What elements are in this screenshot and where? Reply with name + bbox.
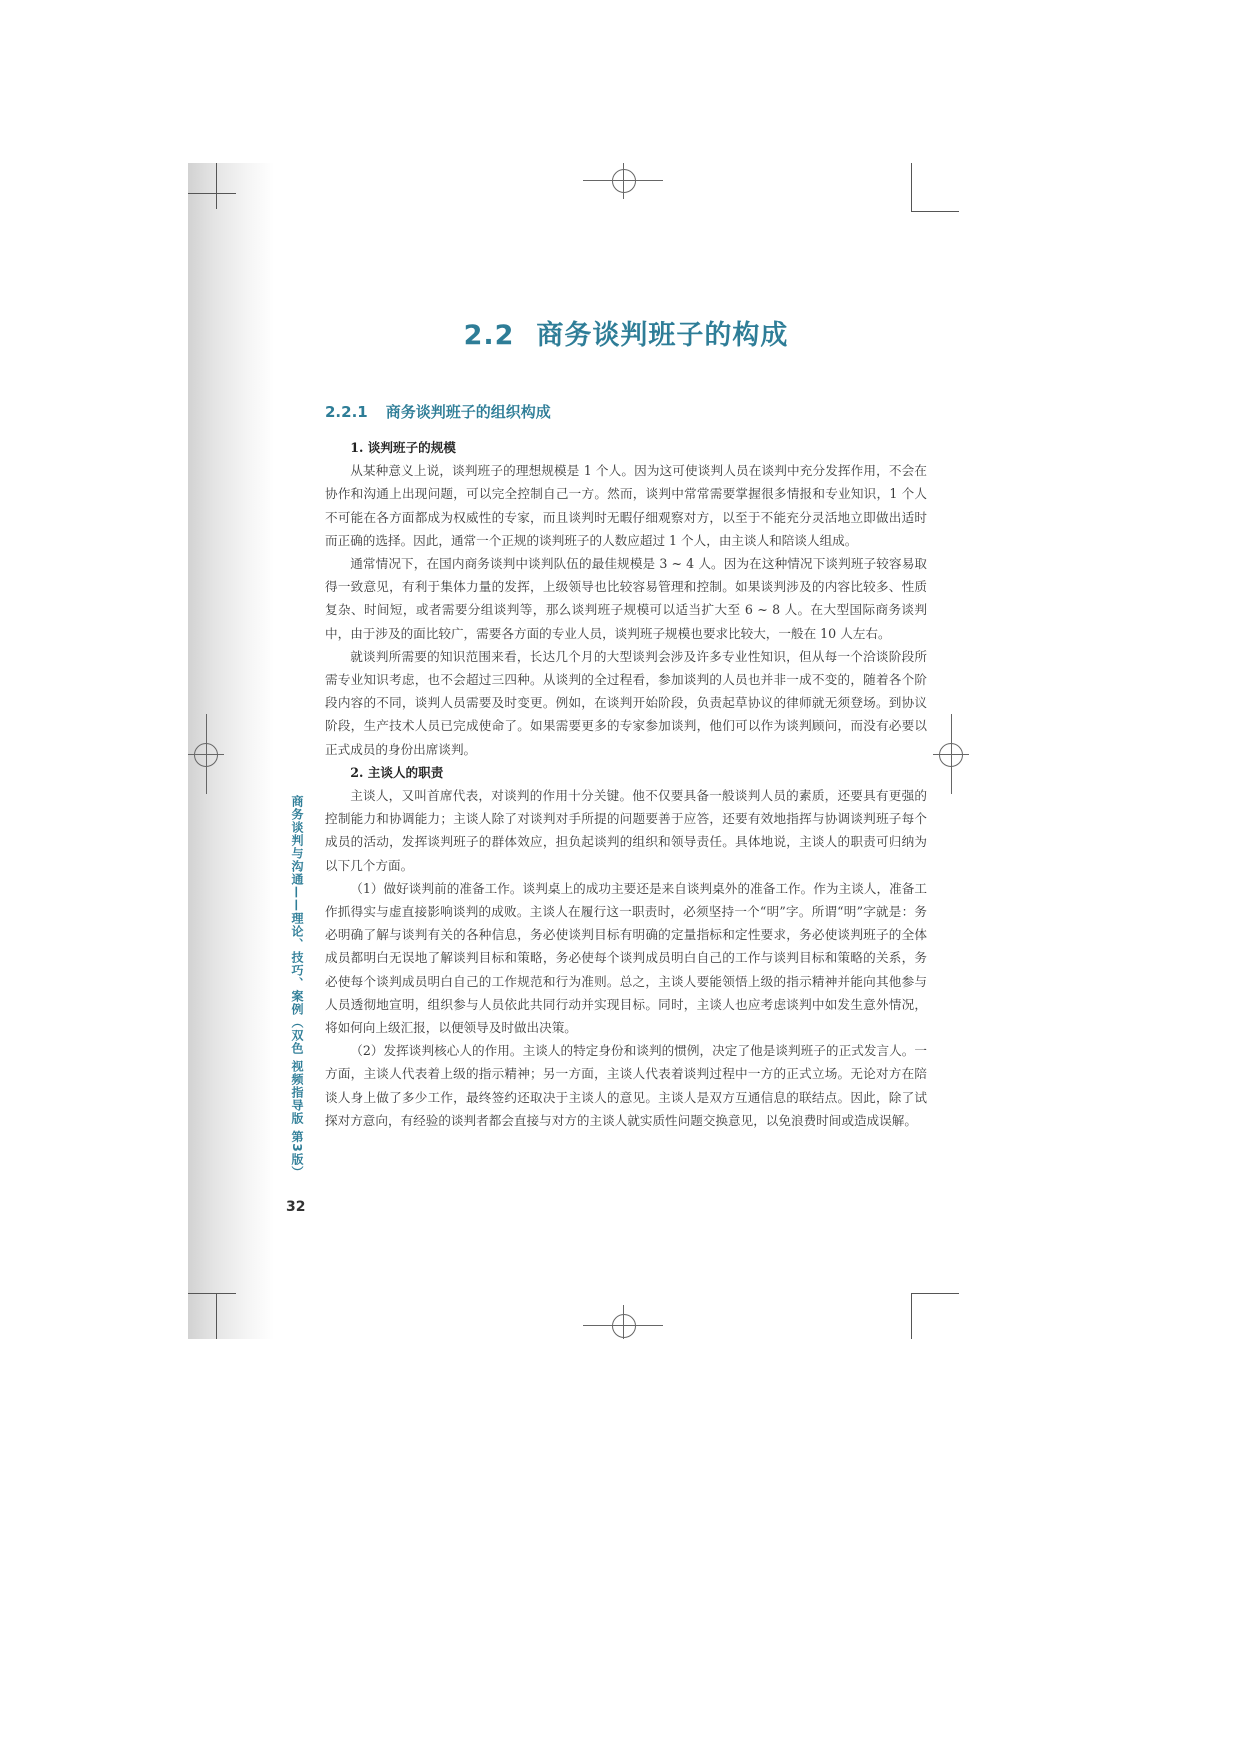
crop-mark-bottom-left-v — [216, 1293, 217, 1339]
chapter-title-text: 商务谈判班子的构成 — [536, 320, 789, 351]
paragraph: （1）做好谈判前的准备工作。谈判桌上的成功主要还是来自谈判桌外的准备工作。作为主谈人，准备工作抓得实与虚直接影响谈判的成败。主谈人在履行这一职责时，必须坚持一个“明”字。所谓“明”字就是：务必明确了解与谈判有关的各种信息，务必使谈判目标有明确的定量指标和定性要求，务必使谈判班子的全体成员都明白无误地了解谈判目标和策略，务必使每个谈判成员明白自己的工作与谈判目标和策略的关系，务必使每个谈判成员明白自己的工作规范和行为准则。总之，主谈人要能领悟上级的指示精神并能向其他参与人员透彻地宣明，组织参与人员依此共同行动并实现目标。同时，主谈人也应考虑谈判中如发生意外情况，将如何向上级汇报，以便领导及时做出决策。 — [325, 880, 927, 1036]
crop-mark-top-right-h — [911, 211, 959, 212]
section-title-text: 商务谈判班子的组织构成 — [385, 403, 551, 421]
running-book-title: 商务谈判与沟通——理论、技巧、案例（双色 视频指导版 第3版） — [290, 795, 304, 1179]
subsection-heading: 2. 主谈人的职责 — [350, 764, 444, 780]
paragraph: 从某种意义上说，谈判班子的理想规模是 1 个人。因为这可使谈判人员在谈判中充分发挥作用，不会在协作和沟通上出现问题，可以完全控制自己一方。然而，谈判中常常需要掌握很多情报和专业知识，1 个人不可能在各方面都成为权威性的专家，而且谈判时无暇仔细观察对方，以至于不能充分灵活地立即做出适时而正确的选择。因此，通常一个正规的谈判班子的人数应超过 1 个人，由主谈人和陪谈人组成。 — [325, 463, 927, 548]
subsection-heading: 1. 谈判班子的规模 — [350, 440, 456, 455]
paragraph: 就谈判所需要的知识范围来看，长达几个月的大型谈判会涉及许多专业性知识，但从每一个洽谈阶段所需专业知识考虑，也不会超过三四种。从谈判的全过程看，参加谈判的人员也并非一成不变的，随着各个阶段内容的不同，谈判人员需要及时变更。例如，在谈判开始阶段，负责起草协议的律师就无须登场。到协议阶段，生产技术人员已完成使命了。如果需要更多的专家参加谈判，他们可以作为谈判顾问，而没有必要以正式成员的身份出席谈判。 — [325, 648, 927, 757]
paragraph: 主谈人，又叫首席代表，对谈判的作用十分关键。他不仅要具备一般谈判人员的素质，还要具有更强的控制能力和协调能力；主谈人除了对谈判对手所提的问题要善于应答，还要有效地指挥与协调谈判班子每个成员的活动，发挥谈判班子的群体效应，担负起谈判的组织和领导责任。具体地说，主谈人的职责可归纳为以下几个方面。 — [325, 788, 927, 873]
registration-mark-top-circle — [612, 169, 636, 193]
crop-mark-bottom-left — [188, 1293, 236, 1294]
registration-mark-left-circle — [194, 743, 218, 767]
page-number: 32 — [286, 1199, 306, 1215]
registration-mark-right-circle — [939, 743, 963, 767]
body-text — [325, 436, 927, 1132]
section-title — [325, 401, 551, 422]
registration-mark-bottom-circle — [612, 1314, 636, 1338]
crop-mark-top-right — [911, 163, 912, 211]
crop-mark-top-left-v — [216, 163, 217, 209]
book-page — [188, 163, 1064, 1339]
paragraph: 通常情况下，在国内商务谈判中谈判队伍的最佳规模是 3 ~ 4 人。因为在这种情况下谈判班子较容易取得一致意见，有利于集体力量的发挥，上级领导也比较容易管理和控制。如果谈判涉及的内容比较多、性质复杂、时间短，或者需要分组谈判等，那么谈判班子规模可以适当扩大至 6 ~ 8 人。在大型国际商务谈判中，由于涉及的面比较广，需要各方面的专业人员，谈判班子规模也要求比较大，一般在 10 人左右。 — [325, 556, 927, 641]
chapter-title — [188, 313, 1064, 352]
section-number: 2.2.1 — [325, 403, 368, 421]
chapter-number: 2.2 — [463, 320, 515, 351]
crop-mark-top-left — [188, 193, 236, 194]
crop-mark-bottom-right — [911, 1293, 912, 1339]
paragraph: （2）发挥谈判核心人的作用。主谈人的特定身份和谈判的惯例，决定了他是谈判班子的正式发言人。一方面，主谈人代表着上级的指示精神；另一方面，主谈人代表着谈判过程中一方的正式立场。无论对方在陪谈人身上做了多少工作，最终签约还取决于主谈人的意见。主谈人是双方互通信息的联结点。因此，除了试探对方意向，有经验的谈判者都会直接与对方的主谈人就实质性问题交换意见，以免浪费时间或造成误解。 — [325, 1043, 927, 1128]
crop-mark-bottom-right-h — [911, 1293, 959, 1294]
